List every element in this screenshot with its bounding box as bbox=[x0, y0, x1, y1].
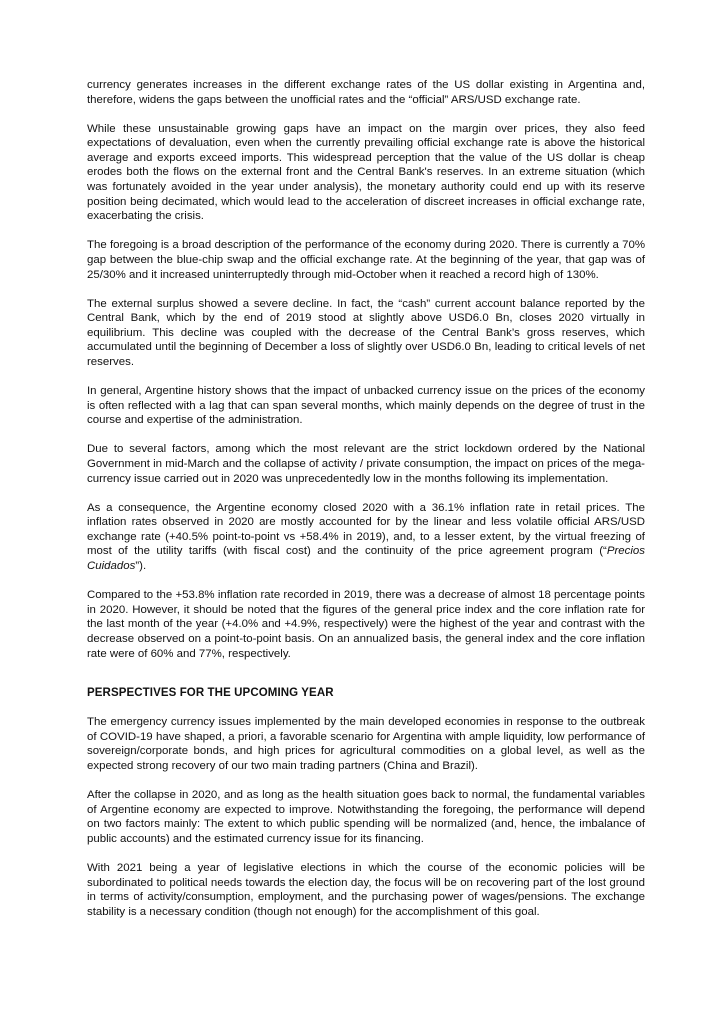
paragraph-lockdown-factors: Due to several factors, among which the most relevant are the strict lockdown ordered by the National Government in mid-March and the collapse of activity / private consumption, the impact on prices of the mega-currency issue carried out in 2020 was unprecedentedly low in the months following its implementation. bbox=[87, 443, 645, 485]
document-page bbox=[87, 78, 645, 934]
paragraph-argentine-history: In general, Argentine history shows that the impact of unbacked currency issue on the prices of the economy is often reflected with a lag that can span several months, which mainly depends on the degree of trust in the course and expertise of the administration. bbox=[87, 385, 645, 427]
inflation-text-start: As a consequence, the Argentine economy closed 2020 with a 36.1% inflation rate in retail prices. The inflation rates observed in 2020 are mostly accounted for by the linear and less volatile official ARS/USD exchange rate (+40.5% point-to-point vs +58.4% in 2019), and, to a lesser extent, by the virtual freezing of most of the utility tariffs (with fiscal cost) and the continuity of the price agreement program (“ bbox=[87, 501, 645, 558]
paragraph-economy-performance-2020: The foregoing is a broad description of the performance of the economy during 2020. There is currently a 70% gap between the blue-chip swap and the official exchange rate. At the beginning of the year, that gap was of 25/30% and it increased uninterruptedly through mid-October when it reached a record high of 130%. bbox=[87, 239, 645, 281]
paragraph-external-surplus: The external surplus showed a severe decline. In fact, the “cash” current account balance reported by the Central Bank, which by the end of 2019 stood at slightly above USD6.0 Bn, closes 2020 virtually in equilibrium. This decline was coupled with the decrease of the Central Bank’s gross reserves, which accumulated until the beginning of December a loss of slightly over USD6.0 Bn, leading to critical levels of net reserves. bbox=[87, 297, 645, 368]
precios-cuidados-program: Precios Cuidados bbox=[87, 545, 645, 573]
paragraph-emergency-currency-issues: The emergency currency issues implemented by the main developed economies in response to the outbreak of COVID-19 have shaped, a priori, a favorable scenario for Argentina with ample liquidity, low performance of sovereign/corporate bonds, and high prices for agricultural commodities on a global level, as well as the expected strong recovery of our two main trading partners (China and Brazil). bbox=[87, 716, 645, 772]
paragraph-devaluation-expectations: While these unsustainable growing gaps have an impact on the margin over prices, they also feed expectations of devaluation, even when the currently prevailing official exchange rate is above the historical average and exports exceed imports. This widespread perception that the value of the US dollar is cheap erodes both the flows on the external front and the Central Bank's reserves. In an extreme situation (which was fortunately avoided in the year under analysis), the monetary authority could end up with its reserve position being decimated, which would lead to the acceleration of discreet increases in official exchange rate, exacerbating the crisis. bbox=[87, 122, 645, 223]
section-heading-perspectives: PERSPECTIVES FOR THE UPCOMING YEAR bbox=[87, 687, 334, 700]
paragraph-inflation-rate bbox=[87, 501, 645, 574]
paragraph-inflation-comparison: Compared to the +53.8% inflation rate recorded in 2019, there was a decrease of almost 18 percentage points in 2020. However, it should be noted that the figures of the general price index and the core inflation rate for the last month of the year (+4.0% and +4.9%, respectively) were the highest of the year and contrast with the decrease observed on a point-to-point basis. On an annualized basis, the general index and the core inflation rate were of 60% and 77%, respectively. bbox=[87, 589, 645, 660]
paragraph-legislative-elections: With 2021 being a year of legislative elections in which the course of the economic policies will be subordinated to political needs towards the election day, the focus will be on recovering part of the lost ground in terms of activity/consumption, employment, and the purchasing power of wages/pensions. The exchange stability is a necessary condition (though not enough) for the accomplishment of this goal. bbox=[87, 861, 645, 918]
inflation-text-end: ”). bbox=[135, 560, 147, 573]
paragraph-currency-gaps: currency generates increases in the different exchange rates of the US dollar existing in Argentina and, therefore, widens the gaps between the unofficial rates and the “official” ARS/USD exchange rate. bbox=[87, 79, 645, 106]
paragraph-after-collapse: After the collapse in 2020, and as long as the health situation goes back to normal, the fundamental variables of Argentine economy are expected to improve. Notwithstanding the foregoing, the performance will depend on two factors mainly: The extent to which public spending will be normalized (and, hence, the imbalance of public accounts) and the estimated currency issue for its financing. bbox=[87, 789, 645, 845]
